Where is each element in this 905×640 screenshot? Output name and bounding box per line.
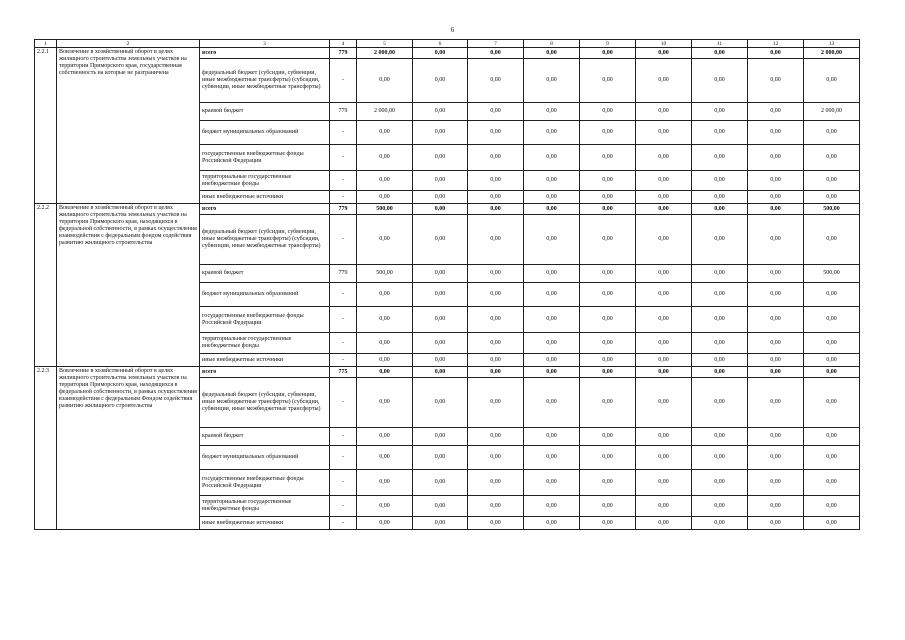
amount-cell: 0,00 bbox=[748, 333, 804, 354]
amount-cell: 0,00 bbox=[413, 446, 468, 470]
item-name: Вовлечение в хозяйственный оборот в целях жилищного строительства земельных участков на территории Приморского края, государственная собственность на которые не разграничена bbox=[57, 48, 200, 204]
code-cell: - bbox=[330, 307, 357, 333]
amount-cell: 0,00 bbox=[468, 333, 524, 354]
column-number: 1 bbox=[35, 40, 57, 48]
amount-cell: 0,00 bbox=[804, 446, 860, 470]
column-number: 7 bbox=[468, 40, 524, 48]
amount-cell: 0,00 bbox=[636, 191, 692, 204]
amount-cell: 0,00 bbox=[636, 48, 692, 59]
amount-cell: 0,00 bbox=[413, 191, 468, 204]
funding-source: бюджет муниципальных образований bbox=[200, 446, 330, 470]
amount-cell: 0,00 bbox=[804, 283, 860, 307]
item-code: 2.2.2 bbox=[35, 204, 57, 367]
amount-cell: 0,00 bbox=[636, 496, 692, 517]
item-name: Вовлечение в хозяйственный оборот в целях жилищного строительства земельных участков на территории Приморского края, находящихся в федеральной собственности, в рамках осуществления взаимодействия с федеральным фондом содействия развитию жилищного строительства bbox=[57, 204, 200, 367]
column-number: 11 bbox=[692, 40, 748, 48]
amount-cell: 0,00 bbox=[692, 367, 748, 378]
amount-cell: 500,00 bbox=[804, 204, 860, 215]
amount-cell: 0,00 bbox=[413, 333, 468, 354]
amount-cell: 0,00 bbox=[468, 283, 524, 307]
amount-cell: 0,00 bbox=[636, 145, 692, 171]
amount-cell: 0,00 bbox=[804, 333, 860, 354]
amount-cell: 0,00 bbox=[524, 191, 580, 204]
amount-cell: 0,00 bbox=[748, 470, 804, 496]
amount-cell: 0,00 bbox=[748, 204, 804, 215]
column-number: 9 bbox=[580, 40, 636, 48]
amount-cell: 0,00 bbox=[357, 59, 413, 103]
amount-cell: 0,00 bbox=[748, 265, 804, 283]
amount-cell: 0,00 bbox=[524, 470, 580, 496]
amount-cell: 0,00 bbox=[357, 283, 413, 307]
amount-cell: 500,00 bbox=[804, 265, 860, 283]
funding-source: всего bbox=[200, 48, 330, 59]
amount-cell: 0,00 bbox=[524, 48, 580, 59]
amount-cell: 2 000,00 bbox=[804, 103, 860, 121]
amount-cell: 0,00 bbox=[804, 145, 860, 171]
amount-cell: 0,00 bbox=[692, 59, 748, 103]
amount-cell: 0,00 bbox=[804, 191, 860, 204]
funding-source: краевой бюджет bbox=[200, 265, 330, 283]
funding-source: иные внебюджетные источники bbox=[200, 191, 330, 204]
amount-cell: 0,00 bbox=[748, 496, 804, 517]
amount-cell: 0,00 bbox=[804, 59, 860, 103]
table-row bbox=[35, 204, 860, 215]
column-number: 10 bbox=[636, 40, 692, 48]
amount-cell: 0,00 bbox=[692, 215, 748, 265]
amount-cell: 0,00 bbox=[524, 121, 580, 145]
code-cell: - bbox=[330, 446, 357, 470]
code-cell: - bbox=[330, 354, 357, 367]
amount-cell: 0,00 bbox=[468, 204, 524, 215]
funding-source: территориальные государственные внебюджетные фонды bbox=[200, 496, 330, 517]
amount-cell: 0,00 bbox=[580, 354, 636, 367]
amount-cell: 0,00 bbox=[580, 121, 636, 145]
amount-cell: 0,00 bbox=[636, 307, 692, 333]
amount-cell: 0,00 bbox=[692, 48, 748, 59]
amount-cell: 0,00 bbox=[748, 428, 804, 446]
amount-cell: 0,00 bbox=[692, 191, 748, 204]
code-cell: 775 bbox=[330, 367, 357, 378]
amount-cell: 0,00 bbox=[692, 333, 748, 354]
column-number: 5 bbox=[357, 40, 413, 48]
code-cell: - bbox=[330, 428, 357, 446]
amount-cell: 0,00 bbox=[636, 204, 692, 215]
amount-cell: 0,00 bbox=[692, 470, 748, 496]
code-cell: - bbox=[330, 333, 357, 354]
amount-cell: 0,00 bbox=[413, 103, 468, 121]
amount-cell: 0,00 bbox=[413, 378, 468, 428]
item-name: Вовлечение в хозяйственный оборот в целях жилищного строительства земельных участков на территории Приморского края, находящихся в федеральной собственности, в рамках осуществления взаимодействия с федеральным Фондом содействия развитию жилищного строительства bbox=[57, 367, 200, 530]
amount-cell: 0,00 bbox=[636, 428, 692, 446]
amount-cell: 0,00 bbox=[468, 496, 524, 517]
funding-source: территориальные государственные внебюджетные фонды bbox=[200, 171, 330, 191]
amount-cell: 0,00 bbox=[524, 446, 580, 470]
amount-cell: 0,00 bbox=[468, 215, 524, 265]
amount-cell: 0,00 bbox=[804, 367, 860, 378]
amount-cell: 0,00 bbox=[748, 171, 804, 191]
amount-cell: 0,00 bbox=[636, 103, 692, 121]
amount-cell: 0,00 bbox=[580, 265, 636, 283]
amount-cell: 0,00 bbox=[692, 145, 748, 171]
amount-cell: 0,00 bbox=[580, 496, 636, 517]
amount-cell: 0,00 bbox=[580, 307, 636, 333]
column-number: 13 bbox=[804, 40, 860, 48]
amount-cell: 0,00 bbox=[692, 354, 748, 367]
amount-cell: 0,00 bbox=[804, 171, 860, 191]
amount-cell: 0,00 bbox=[357, 215, 413, 265]
amount-cell: 0,00 bbox=[804, 428, 860, 446]
amount-cell: 0,00 bbox=[468, 428, 524, 446]
amount-cell: 0,00 bbox=[580, 171, 636, 191]
amount-cell: 0,00 bbox=[748, 48, 804, 59]
amount-cell: 0,00 bbox=[580, 204, 636, 215]
amount-cell: 0,00 bbox=[357, 171, 413, 191]
amount-cell: 0,00 bbox=[580, 378, 636, 428]
amount-cell: 0,00 bbox=[524, 265, 580, 283]
amount-cell: 0,00 bbox=[524, 145, 580, 171]
amount-cell: 0,00 bbox=[468, 517, 524, 530]
item-code: 2.2.3 bbox=[35, 367, 57, 530]
funding-source: государственные внебюджетные фонды Российской Федерации bbox=[200, 307, 330, 333]
amount-cell: 2 000,00 bbox=[804, 48, 860, 59]
item-code: 2.2.1 bbox=[35, 48, 57, 204]
code-cell: - bbox=[330, 283, 357, 307]
amount-cell: 0,00 bbox=[636, 59, 692, 103]
column-number: 3 bbox=[200, 40, 330, 48]
amount-cell: 0,00 bbox=[692, 121, 748, 145]
funding-source: всего bbox=[200, 204, 330, 215]
amount-cell: 0,00 bbox=[524, 103, 580, 121]
amount-cell: 0,00 bbox=[580, 517, 636, 530]
amount-cell: 0,00 bbox=[413, 354, 468, 367]
page-number: 6 bbox=[450, 26, 455, 34]
amount-cell: 0,00 bbox=[413, 517, 468, 530]
amount-cell: 0,00 bbox=[748, 446, 804, 470]
code-cell: - bbox=[330, 470, 357, 496]
amount-cell: 0,00 bbox=[692, 171, 748, 191]
amount-cell: 0,00 bbox=[804, 496, 860, 517]
amount-cell: 0,00 bbox=[413, 204, 468, 215]
amount-cell: 0,00 bbox=[580, 103, 636, 121]
amount-cell: 0,00 bbox=[636, 446, 692, 470]
amount-cell: 0,00 bbox=[580, 215, 636, 265]
amount-cell: 0,00 bbox=[524, 204, 580, 215]
amount-cell: 0,00 bbox=[748, 191, 804, 204]
amount-cell: 0,00 bbox=[357, 446, 413, 470]
column-number: 6 bbox=[413, 40, 468, 48]
amount-cell: 0,00 bbox=[413, 171, 468, 191]
amount-cell: 0,00 bbox=[357, 517, 413, 530]
amount-cell: 0,00 bbox=[468, 470, 524, 496]
amount-cell: 0,00 bbox=[804, 215, 860, 265]
amount-cell: 0,00 bbox=[692, 204, 748, 215]
amount-cell: 0,00 bbox=[692, 496, 748, 517]
amount-cell: 0,00 bbox=[748, 307, 804, 333]
amount-cell: 0,00 bbox=[804, 470, 860, 496]
code-cell: 779 bbox=[330, 265, 357, 283]
amount-cell: 0,00 bbox=[413, 496, 468, 517]
amount-cell: 0,00 bbox=[357, 354, 413, 367]
amount-cell: 0,00 bbox=[413, 265, 468, 283]
amount-cell: 0,00 bbox=[748, 354, 804, 367]
amount-cell: 500,00 bbox=[357, 265, 413, 283]
amount-cell: 500,00 bbox=[357, 204, 413, 215]
budget-table bbox=[34, 39, 860, 530]
funding-source: иные внебюджетные источники bbox=[200, 354, 330, 367]
amount-cell: 0,00 bbox=[468, 367, 524, 378]
amount-cell: 0,00 bbox=[468, 191, 524, 204]
amount-cell: 0,00 bbox=[413, 59, 468, 103]
amount-cell: 0,00 bbox=[524, 333, 580, 354]
funding-source: краевой бюджет bbox=[200, 428, 330, 446]
amount-cell: 0,00 bbox=[692, 517, 748, 530]
amount-cell: 2 000,00 bbox=[357, 103, 413, 121]
amount-cell: 0,00 bbox=[692, 446, 748, 470]
amount-cell: 0,00 bbox=[692, 428, 748, 446]
funding-source: федеральный бюджет (субсидии, субвенции, иные межбюджетные трансферты) (субсидии, субвенции, иные межбюджетные трансферты) bbox=[200, 378, 330, 428]
amount-cell: 0,00 bbox=[748, 517, 804, 530]
amount-cell: 0,00 bbox=[748, 145, 804, 171]
amount-cell: 0,00 bbox=[357, 191, 413, 204]
amount-cell: 0,00 bbox=[748, 215, 804, 265]
amount-cell: 0,00 bbox=[524, 59, 580, 103]
amount-cell: 0,00 bbox=[804, 307, 860, 333]
amount-cell: 0,00 bbox=[636, 283, 692, 307]
amount-cell: 0,00 bbox=[692, 103, 748, 121]
amount-cell: 0,00 bbox=[524, 517, 580, 530]
amount-cell: 0,00 bbox=[748, 103, 804, 121]
amount-cell: 0,00 bbox=[468, 103, 524, 121]
amount-cell: 0,00 bbox=[636, 121, 692, 145]
amount-cell: 0,00 bbox=[413, 283, 468, 307]
amount-cell: 0,00 bbox=[748, 59, 804, 103]
amount-cell: 0,00 bbox=[468, 48, 524, 59]
funding-source: бюджет муниципальных образований bbox=[200, 283, 330, 307]
code-cell: 779 bbox=[330, 48, 357, 59]
code-cell: - bbox=[330, 191, 357, 204]
amount-cell: 0,00 bbox=[636, 517, 692, 530]
amount-cell: 0,00 bbox=[468, 59, 524, 103]
amount-cell: 0,00 bbox=[468, 171, 524, 191]
column-number: 2 bbox=[57, 40, 200, 48]
code-cell: - bbox=[330, 496, 357, 517]
amount-cell: 0,00 bbox=[692, 307, 748, 333]
amount-cell: 0,00 bbox=[524, 367, 580, 378]
amount-cell: 0,00 bbox=[468, 265, 524, 283]
amount-cell: 0,00 bbox=[357, 145, 413, 171]
amount-cell: 0,00 bbox=[748, 283, 804, 307]
amount-cell: 0,00 bbox=[413, 121, 468, 145]
code-cell: - bbox=[330, 517, 357, 530]
amount-cell: 0,00 bbox=[580, 470, 636, 496]
amount-cell: 2 000,00 bbox=[357, 48, 413, 59]
funding-source: бюджет муниципальных образований bbox=[200, 121, 330, 145]
funding-source: всего bbox=[200, 367, 330, 378]
funding-source: государственные внебюджетные фонды Российской Федерации bbox=[200, 470, 330, 496]
column-number: 12 bbox=[748, 40, 804, 48]
amount-cell: 0,00 bbox=[413, 428, 468, 446]
table-row bbox=[35, 48, 860, 59]
amount-cell: 0,00 bbox=[804, 354, 860, 367]
column-number-row bbox=[35, 40, 860, 48]
amount-cell: 0,00 bbox=[357, 428, 413, 446]
amount-cell: 0,00 bbox=[357, 496, 413, 517]
amount-cell: 0,00 bbox=[636, 354, 692, 367]
amount-cell: 0,00 bbox=[580, 191, 636, 204]
amount-cell: 0,00 bbox=[748, 367, 804, 378]
code-cell: - bbox=[330, 121, 357, 145]
amount-cell: 0,00 bbox=[692, 265, 748, 283]
code-cell: 779 bbox=[330, 204, 357, 215]
code-cell: - bbox=[330, 215, 357, 265]
amount-cell: 0,00 bbox=[413, 307, 468, 333]
code-cell: 779 bbox=[330, 103, 357, 121]
code-cell: - bbox=[330, 59, 357, 103]
amount-cell: 0,00 bbox=[804, 378, 860, 428]
funding-source: федеральный бюджет (субсидии, субвенции, иные межбюджетные трансферты) (субсидии, субвенции, иные межбюджетные трансферты) bbox=[200, 59, 330, 103]
amount-cell: 0,00 bbox=[357, 378, 413, 428]
amount-cell: 0,00 bbox=[468, 145, 524, 171]
column-number: 4 bbox=[330, 40, 357, 48]
amount-cell: 0,00 bbox=[524, 428, 580, 446]
amount-cell: 0,00 bbox=[580, 446, 636, 470]
amount-cell: 0,00 bbox=[357, 307, 413, 333]
code-cell: - bbox=[330, 171, 357, 191]
amount-cell: 0,00 bbox=[748, 378, 804, 428]
amount-cell: 0,00 bbox=[636, 367, 692, 378]
amount-cell: 0,00 bbox=[524, 171, 580, 191]
amount-cell: 0,00 bbox=[413, 367, 468, 378]
amount-cell: 0,00 bbox=[524, 354, 580, 367]
code-cell: - bbox=[330, 145, 357, 171]
amount-cell: 0,00 bbox=[580, 428, 636, 446]
amount-cell: 0,00 bbox=[636, 333, 692, 354]
amount-cell: 0,00 bbox=[524, 283, 580, 307]
amount-cell: 0,00 bbox=[468, 307, 524, 333]
amount-cell: 0,00 bbox=[413, 145, 468, 171]
amount-cell: 0,00 bbox=[468, 378, 524, 428]
funding-source: иные внебюджетные источники bbox=[200, 517, 330, 530]
amount-cell: 0,00 bbox=[357, 333, 413, 354]
amount-cell: 0,00 bbox=[524, 496, 580, 517]
amount-cell: 0,00 bbox=[580, 59, 636, 103]
amount-cell: 0,00 bbox=[636, 215, 692, 265]
amount-cell: 0,00 bbox=[692, 378, 748, 428]
amount-cell: 0,00 bbox=[413, 215, 468, 265]
amount-cell: 0,00 bbox=[357, 121, 413, 145]
amount-cell: 0,00 bbox=[580, 145, 636, 171]
amount-cell: 0,00 bbox=[580, 333, 636, 354]
funding-source: краевой бюджет bbox=[200, 103, 330, 121]
amount-cell: 0,00 bbox=[636, 265, 692, 283]
amount-cell: 0,00 bbox=[636, 378, 692, 428]
column-number: 8 bbox=[524, 40, 580, 48]
amount-cell: 0,00 bbox=[413, 470, 468, 496]
amount-cell: 0,00 bbox=[357, 367, 413, 378]
amount-cell: 0,00 bbox=[748, 121, 804, 145]
amount-cell: 0,00 bbox=[580, 367, 636, 378]
code-cell: - bbox=[330, 378, 357, 428]
amount-cell: 0,00 bbox=[580, 48, 636, 59]
amount-cell: 0,00 bbox=[524, 307, 580, 333]
amount-cell: 0,00 bbox=[413, 48, 468, 59]
amount-cell: 0,00 bbox=[468, 446, 524, 470]
amount-cell: 0,00 bbox=[804, 121, 860, 145]
funding-source: государственные внебюджетные фонды Российской Федерации bbox=[200, 145, 330, 171]
amount-cell: 0,00 bbox=[524, 215, 580, 265]
amount-cell: 0,00 bbox=[692, 283, 748, 307]
funding-source: федеральный бюджет (субсидии, субвенции, иные межбюджетные трансферты) (субсидии, субвенции, иные межбюджетные трансферты) bbox=[200, 215, 330, 265]
table-row bbox=[35, 367, 860, 378]
amount-cell: 0,00 bbox=[804, 517, 860, 530]
amount-cell: 0,00 bbox=[580, 283, 636, 307]
funding-source: территориальные государственные внебюджетные фонды bbox=[200, 333, 330, 354]
amount-cell: 0,00 bbox=[357, 470, 413, 496]
amount-cell: 0,00 bbox=[636, 470, 692, 496]
amount-cell: 0,00 bbox=[636, 171, 692, 191]
amount-cell: 0,00 bbox=[468, 121, 524, 145]
amount-cell: 0,00 bbox=[524, 378, 580, 428]
amount-cell: 0,00 bbox=[468, 354, 524, 367]
